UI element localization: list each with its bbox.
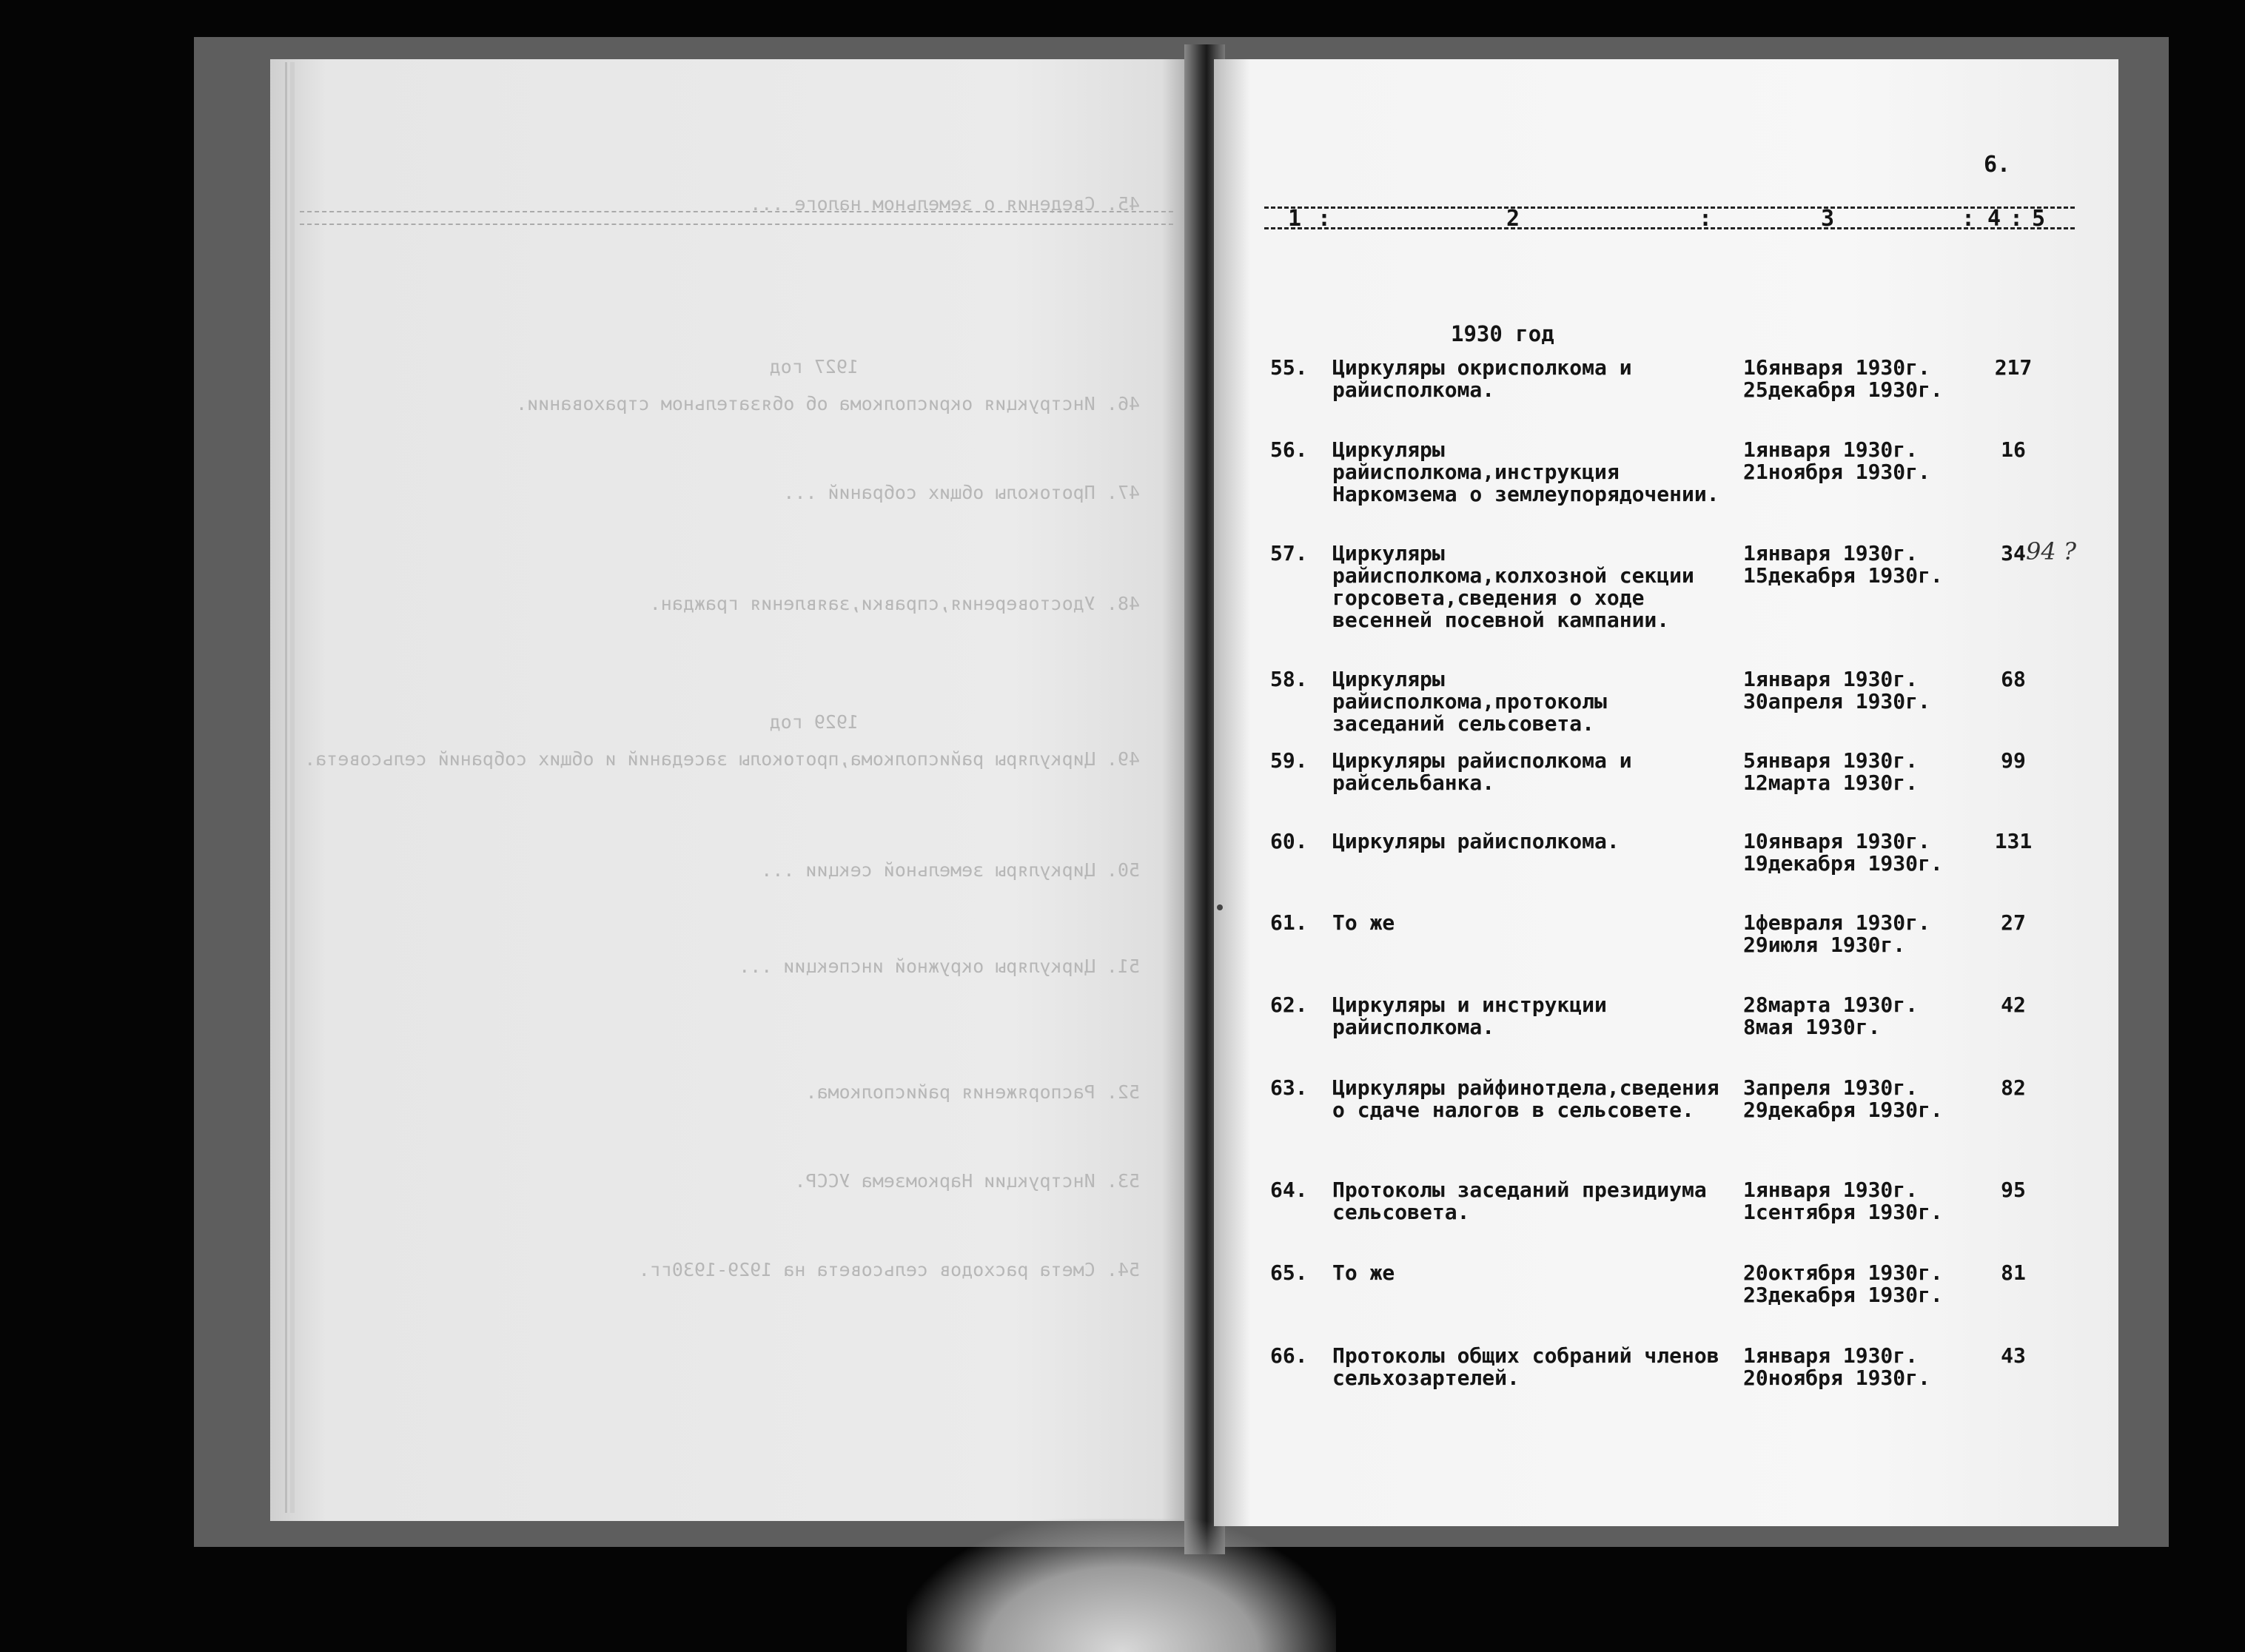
column-header-3: 3	[1821, 206, 1835, 232]
entry-title: Циркуляры и инструкции райисполкома.	[1332, 993, 1607, 1039]
entry-number: 64.	[1270, 1178, 1308, 1202]
entry-title: Циркуляры райфинотдела,сведения о сдаче налогов в сельсовете.	[1332, 1075, 1719, 1122]
entry-title: Циркуляры райисполкома.	[1332, 829, 1620, 853]
entry-title: Циркуляры райисполкома и райсельбанка.	[1332, 748, 1632, 795]
column-header-2: 2	[1506, 206, 1520, 232]
ghost-line: 53. Инструкции Наркомзема УССР.	[794, 1170, 1140, 1192]
entry-number: 60.	[1270, 829, 1308, 853]
entry-dates: 1января 1930г. 21ноября 1930г.	[1743, 437, 1930, 484]
entry-dates: 5января 1930г. 12марта 1930г.	[1743, 748, 1919, 795]
entry-sheets: 16	[2001, 437, 2026, 462]
entry-number: 56.	[1270, 437, 1308, 462]
year-heading: 1930 год	[1451, 321, 1554, 346]
entry-number: 63.	[1270, 1075, 1308, 1100]
entry-sheets: 99	[2001, 748, 2026, 773]
entry-sheets: 82	[2001, 1075, 2026, 1100]
column-separator: :	[1699, 206, 1713, 232]
entry-title: Циркуляры райисполкома,колхозной секции горсовета,сведения о ходе весенней посевной кампании.	[1332, 541, 1694, 632]
entry-title: То же	[1332, 1260, 1395, 1285]
ghost-line: 1929 год	[769, 711, 859, 733]
inventory-page	[1214, 59, 2118, 1526]
entry-dates: 28марта 1930г. 8мая 1930г.	[1743, 993, 1919, 1039]
ghost-line: 54. Смета расходов сельсовета на 1929-1930гг.	[638, 1259, 1140, 1280]
ghost-line: 48. Удостоверения,справки,заявления граждан.	[649, 593, 1140, 614]
ghost-line: 49. Циркуляры райисполкома,протоколы заседаний и общих собраний сельсовета.	[304, 748, 1140, 770]
ghost-line: 51. Циркуляры окружной инспекции ...	[739, 956, 1140, 977]
entry-sheets: 27	[2001, 910, 2026, 935]
handwritten-note: 94 ?	[2026, 537, 2077, 565]
entry-dates: 1января 1930г. 15декабря 1930г.	[1743, 541, 1943, 588]
column-separator: :	[1318, 206, 1332, 232]
entry-title: Протоколы общих собраний членов сельхозартелей.	[1332, 1343, 1719, 1390]
entry-number: 66.	[1270, 1343, 1308, 1368]
entry-number: 62.	[1270, 993, 1308, 1017]
entry-dates: 1января 1930г. 20ноября 1930г.	[1743, 1343, 1930, 1390]
entry-number: 58.	[1270, 667, 1308, 691]
ghost-line: 50. Циркуляры земельной секции ...	[761, 859, 1140, 881]
ghost-rule	[300, 224, 1173, 225]
entry-number: 65.	[1270, 1260, 1308, 1285]
paper-mark	[1217, 904, 1223, 910]
entry-dates: 16января 1930г. 25декабря 1930г.	[1743, 355, 1943, 402]
entry-sheets: 42	[2001, 993, 2026, 1017]
entry-sheets: 81	[2001, 1260, 2026, 1285]
entry-number: 57.	[1270, 541, 1308, 565]
ghost-line: 47. Протоколы общих собраний ...	[783, 482, 1140, 503]
entry-title: Протоколы заседаний президиума сельсовета.	[1332, 1178, 1707, 1224]
ghost-line: 46. Инструкция окрисполкома об обязательном страховании.	[516, 393, 1140, 414]
ghost-line: 52. Распоряжения райисполкома.	[805, 1081, 1140, 1103]
entry-title: То же	[1332, 910, 1395, 935]
entry-dates: 1февраля 1930г. 29июля 1930г.	[1743, 910, 1930, 957]
entry-number: 55.	[1270, 355, 1308, 380]
facing-page-bleedthrough	[270, 59, 1199, 1521]
entry-sheets: 34	[2001, 541, 2026, 565]
entry-dates: 1января 1930г. 1сентября 1930г.	[1743, 1178, 1943, 1224]
entry-title: Циркуляры окрисполкома и райисполкома.	[1332, 355, 1632, 402]
ghost-line: 45. Сведения о земельном налоге ...	[750, 193, 1140, 215]
column-header-4: 4	[1987, 206, 2001, 232]
entry-sheets: 43	[2001, 1343, 2026, 1368]
page-number: 6.	[1984, 152, 2011, 178]
header-rule-bottom	[1264, 227, 2075, 229]
page-edges	[285, 62, 309, 1513]
entry-title: Циркуляры райисполкома,протоколы заседаний сельсовета.	[1332, 667, 1607, 736]
entry-dates: 10января 1930г. 19декабря 1930г.	[1743, 829, 1943, 876]
column-separator: :	[2010, 206, 2024, 232]
entry-sheets: 95	[2001, 1178, 2026, 1202]
header-rule-top	[1264, 206, 2075, 209]
entry-number: 59.	[1270, 748, 1308, 773]
column-separator: :	[1962, 206, 1976, 232]
entry-sheets: 131	[1994, 829, 2033, 853]
entry-number: 61.	[1270, 910, 1308, 935]
entry-dates: 3апреля 1930г. 29декабря 1930г.	[1743, 1075, 1943, 1122]
right-page	[1214, 59, 2118, 1526]
column-header-1: 1	[1288, 206, 1302, 232]
entry-dates: 1января 1930г. 30апреля 1930г.	[1743, 667, 1930, 713]
entry-sheets: 68	[2001, 667, 2026, 691]
entry-title: Циркуляры райисполкома,инструкция Наркомзема о землеупорядочении.	[1332, 437, 1719, 506]
column-header-5: 5	[2032, 206, 2046, 232]
ghost-rule	[300, 211, 1173, 212]
ghost-line: 1927 год	[769, 356, 859, 377]
photo-glare	[907, 1519, 1336, 1652]
entry-sheets: 217	[1994, 355, 2033, 380]
left-page	[270, 59, 1199, 1521]
entry-dates: 20октября 1930г. 23декабря 1930г.	[1743, 1260, 1943, 1307]
